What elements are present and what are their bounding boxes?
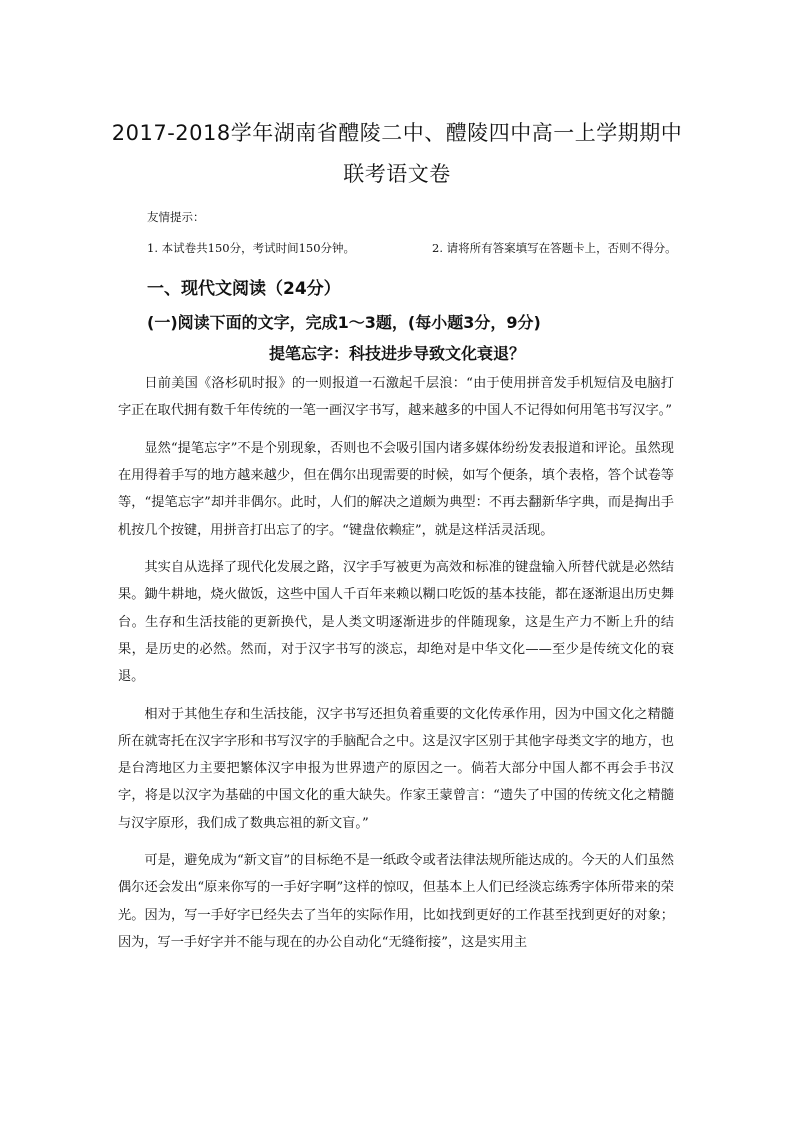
article-body — [118, 370, 674, 967]
exam-title-line-1: 2017-2018学年湖南省醴陵二中、醴陵四中高一上学期期中 — [111, 121, 683, 145]
paragraph: 日前美国《洛杉矶时报》的一则报道一石激起千层浪：“由于使用拼音发手机短信及电脑打字正在取代拥有数千年传统的一笔一画汉字书写，越来越多的中国人不记得如何用笔书写汉字。” — [118, 376, 674, 419]
notice-item-2: 2. 请将所有答案填写在答题卡上，否则不得分。 — [432, 241, 677, 255]
paragraph: 其实自从选择了现代化发展之路，汉字手写被更为高效和标准的键盘输入所替代就是必然结果。鋤牛耕地，烧火做饭，这些中国人千百年来赖以糊口吃饭的基本技能，都在逐渐退出历史舞台。生存和生活技能的更新换代，是人类文明逐渐进步的伴随现象，这是生产力不断上升的结果，是历史的必然。然而，对于汉字书写的淡忘，却绝对是中华文化——至少是传统文化的衰退。 — [118, 560, 674, 685]
paragraph: 可是，避免成为“新文盲”的目标绝不是一纸政令或者法律法规所能达成的。今天的人们虽然偶尔还会发出“原来你写的一手好字啊”这样的惊叹，但基本上人们已经淡忘练秀字体所带来的荣光。因为，写一手好字已经失去了当年的实际作用，比如找到更好的工作甚至找到更好的对象；因为，写一手好字并不能与现在的办公自动化“无缝衔接”，这是实用主 — [118, 853, 674, 950]
paragraph: 相对于其他生存和生活技能，汉字书写还担负着重要的文化传承作用，因为中国文化之精髓所在就寄托在汉字字形和书写汉字的手脑配合之中。这是汉字区别于其他字母类文字的地方，也是台湾地区力主要把繁体汉字申报为世界遗产的原因之一。倘若大部分中国人都不再会手书汉字，将是以汉字为基础的中国文化的重大缺失。作家王蒙曾言：“遗失了中国的传统文化之精髓与汉字原形，我们成了数典忘祖的新文盲。” — [118, 706, 674, 831]
section-heading: 一、现代文阅读（24分） — [147, 279, 341, 299]
paragraph: 显然“提笔忘字”不是个别现象，否则也不会吸引国内诸多媒体纷纷发表报道和评论。虽然现在用得着手写的地方越来越少，但在偶尔出现需要的时候，如写个便条，填个表格，答个试卷等等，“提笔忘字”却并非偶尔。此时，人们的解决之道颇为典型：不再去翻新华字典，而是掏出手机按几个按键，用拼音打出忘了的字。“键盘依赖症”，就是这样活灵活现。 — [118, 440, 674, 538]
sub-heading: (一)阅读下面的文字，完成1～3题，(每小题3分，9分) — [147, 313, 541, 332]
article-title: 提笔忘字：科技进步导致文化衰退？ — [268, 344, 525, 363]
exam-title-line-2: 联考语文卷 — [343, 162, 451, 186]
notice-item-1: 1. 本试卷共150分，考试时间150分钟。 — [147, 241, 356, 255]
notice-label: 友情提示： — [147, 210, 205, 224]
